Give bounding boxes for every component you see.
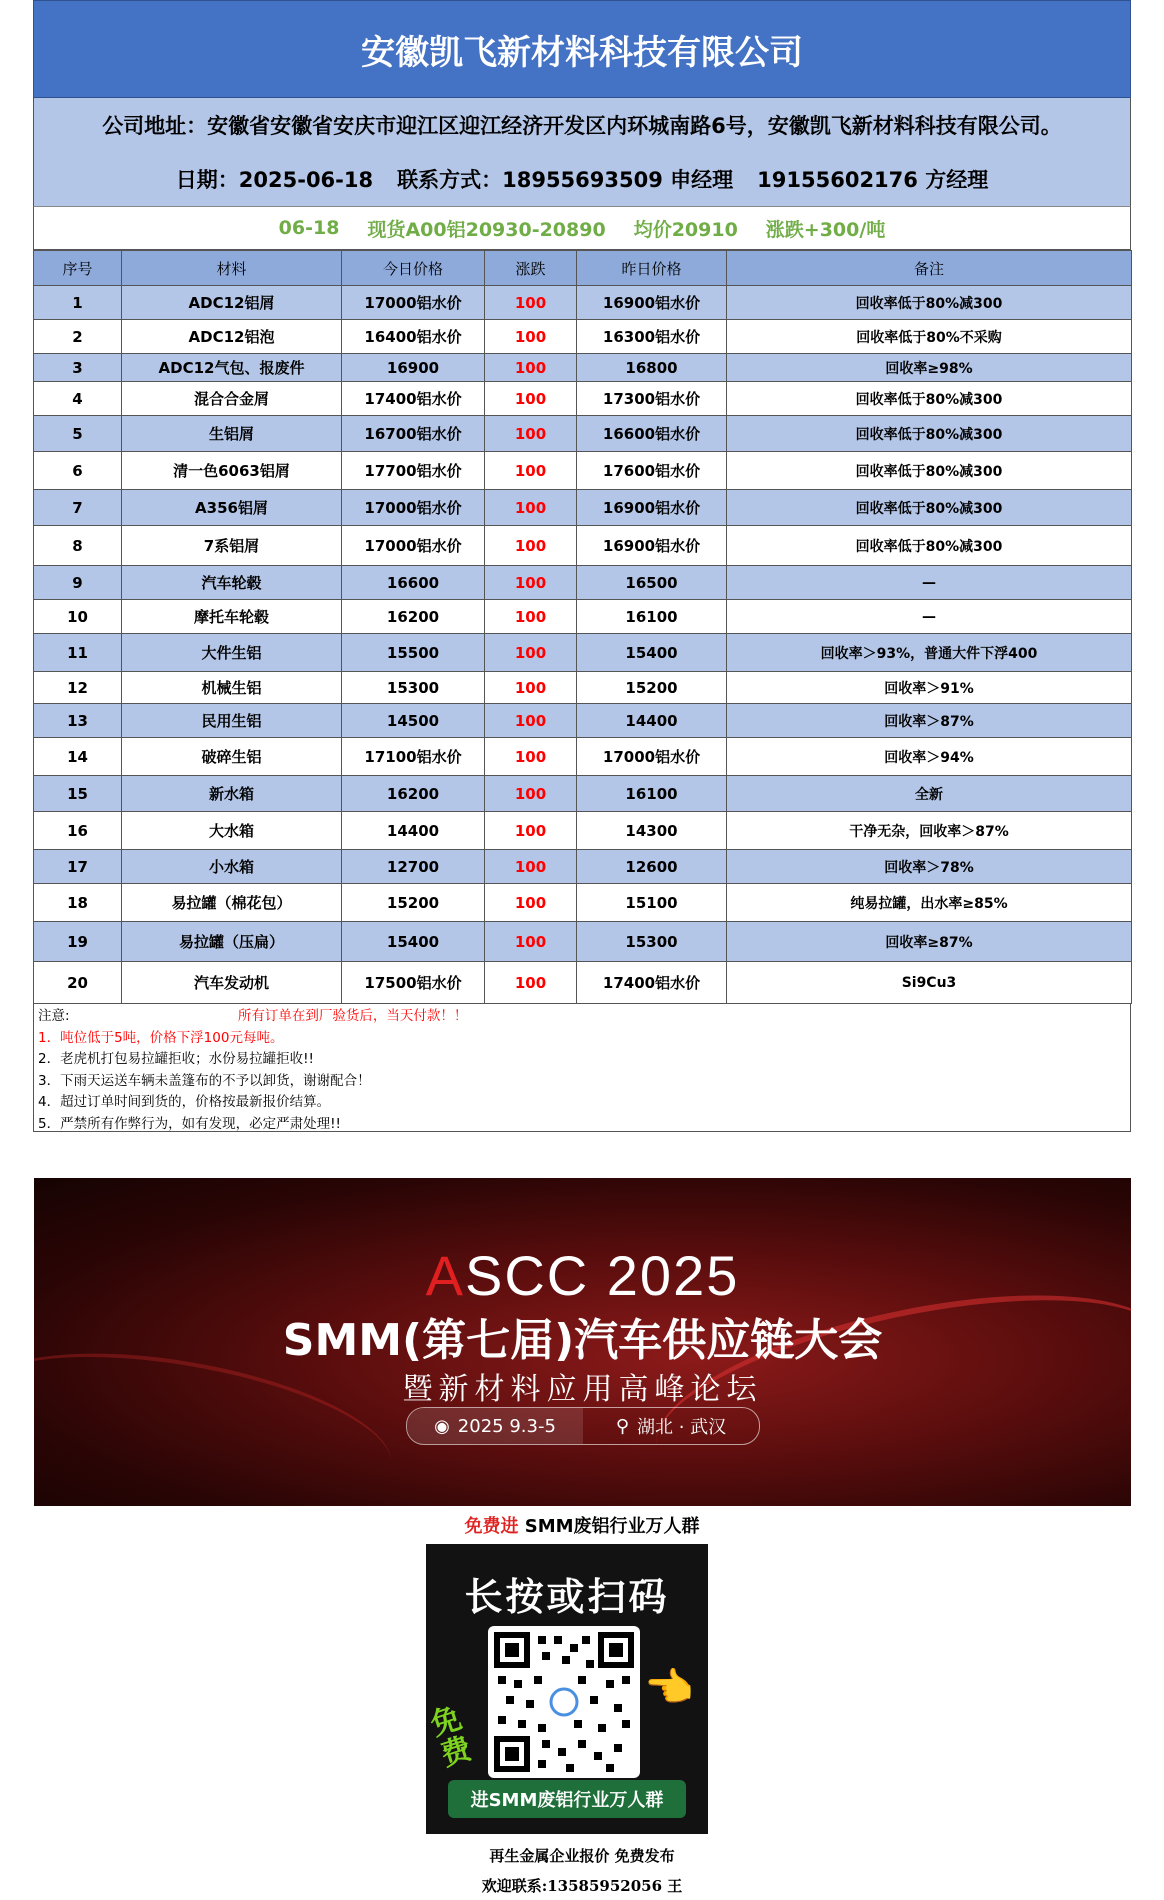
cell-material: 民用生铝 bbox=[122, 704, 342, 738]
table-row bbox=[34, 526, 1132, 566]
cell-today-price: 15400 bbox=[342, 922, 485, 962]
join-group-text bbox=[0, 1512, 1164, 1538]
cell-change: 100 bbox=[485, 738, 577, 776]
table-row bbox=[34, 382, 1132, 416]
market-average: 均价20910 bbox=[633, 218, 738, 241]
address-text: 公司地址：安徽省安徽省安庆市迎江区迎江经济开发区内环城南路6号，安徽凯飞新材料科技有限公司。 bbox=[102, 114, 1062, 138]
note-item: 3．下雨天运送车辆未盖篷布的不予以卸货，谢谢配合！ bbox=[38, 1072, 371, 1089]
cell-no: 12 bbox=[34, 672, 122, 704]
header-yesterday-price: 昨日价格 bbox=[577, 251, 727, 286]
contact-text-2: 19155602176 方经理 bbox=[757, 168, 989, 192]
cell-no: 5 bbox=[34, 416, 122, 452]
cell-change: 100 bbox=[485, 566, 577, 600]
cell-material: 汽车发动机 bbox=[122, 962, 342, 1004]
qr-title: 长按或扫码 bbox=[464, 1575, 670, 1619]
cell-material: ADC12铝泡 bbox=[122, 320, 342, 354]
cell-change: 100 bbox=[485, 490, 577, 526]
cell-today-price: 14500 bbox=[342, 704, 485, 738]
header-remark: 备注 bbox=[727, 251, 1132, 286]
table-row bbox=[34, 354, 1132, 382]
cell-today-price: 16700铝水价 bbox=[342, 416, 485, 452]
cell-yesterday-price: 16800 bbox=[577, 354, 727, 382]
header-change: 涨跌 bbox=[485, 251, 577, 286]
cell-material: 大水箱 bbox=[122, 812, 342, 850]
cell-remark: 纯易拉罐，出水率≥85% bbox=[727, 884, 1132, 922]
cell-no: 16 bbox=[34, 812, 122, 850]
cell-remark: 回收率低于80%不采购 bbox=[727, 320, 1132, 354]
cell-material: 小水箱 bbox=[122, 850, 342, 884]
cell-material: 7系铝屑 bbox=[122, 526, 342, 566]
note-item: 1．吨位低于5吨，价格下浮100元每吨。 bbox=[38, 1029, 284, 1046]
header-material: 材料 bbox=[122, 251, 342, 286]
table-row bbox=[34, 850, 1132, 884]
cell-today-price: 17000铝水价 bbox=[342, 526, 485, 566]
cell-no: 3 bbox=[34, 354, 122, 382]
cell-material: 易拉罐（压扁） bbox=[122, 922, 342, 962]
cell-change: 100 bbox=[485, 600, 577, 634]
price-sheet bbox=[33, 0, 1131, 1132]
cell-remark: 回收率≥87% bbox=[727, 922, 1132, 962]
cell-material: ADC12气包、报废件 bbox=[122, 354, 342, 382]
cell-no: 11 bbox=[34, 634, 122, 672]
join-group-name: SMM废铝行业万人群 bbox=[518, 1516, 700, 1537]
cell-today-price: 17400铝水价 bbox=[342, 382, 485, 416]
table-row bbox=[34, 922, 1132, 962]
cell-material: A356铝屑 bbox=[122, 490, 342, 526]
note-item: 4．超过订单时间到货的，价格按最新报价结算。 bbox=[38, 1094, 331, 1110]
cell-yesterday-price: 17400铝水价 bbox=[577, 962, 727, 1004]
cell-change: 100 bbox=[485, 416, 577, 452]
cell-material: 清一色6063铝屑 bbox=[122, 452, 342, 490]
cell-change: 100 bbox=[485, 704, 577, 738]
cell-no: 6 bbox=[34, 452, 122, 490]
cell-yesterday-price: 15100 bbox=[577, 884, 727, 922]
table-row bbox=[34, 416, 1132, 452]
cell-change: 100 bbox=[485, 776, 577, 812]
banner-date-location bbox=[406, 1407, 760, 1445]
table-row bbox=[34, 566, 1132, 600]
cell-today-price: 16200 bbox=[342, 600, 485, 634]
footer-line-1: 再生金属企业报价 免费发布 bbox=[489, 1847, 675, 1865]
cell-remark: 回收率＞93%，普通大件下浮400 bbox=[727, 634, 1132, 672]
cell-no: 15 bbox=[34, 776, 122, 812]
cell-material: 混合合金屑 bbox=[122, 382, 342, 416]
cell-yesterday-price: 16600铝水价 bbox=[577, 416, 727, 452]
cell-remark: 回收率＞94% bbox=[727, 738, 1132, 776]
date-text: 日期：2025-06-18 bbox=[175, 168, 374, 192]
cell-remark: 全新 bbox=[727, 776, 1132, 812]
cell-yesterday-price: 12600 bbox=[577, 850, 727, 884]
cell-today-price: 12700 bbox=[342, 850, 485, 884]
cell-remark: 回收率低于80%减300 bbox=[727, 490, 1132, 526]
banner-date-text: 2025 9.3-5 bbox=[457, 1415, 556, 1437]
cell-no: 7 bbox=[34, 490, 122, 526]
cell-yesterday-price: 16100 bbox=[577, 776, 727, 812]
cell-change: 100 bbox=[485, 526, 577, 566]
price-table bbox=[33, 250, 1132, 1004]
qr-code[interactable] bbox=[488, 1626, 640, 1778]
table-row bbox=[34, 634, 1132, 672]
cell-material: 易拉罐（棉花包） bbox=[122, 884, 342, 922]
cell-material: 摩托车轮毂 bbox=[122, 600, 342, 634]
cell-yesterday-price: 16900铝水价 bbox=[577, 490, 727, 526]
banner-location bbox=[583, 1413, 759, 1439]
cell-remark: 回收率＞91% bbox=[727, 672, 1132, 704]
cell-today-price: 16400铝水价 bbox=[342, 320, 485, 354]
notes-header bbox=[38, 1006, 1126, 1028]
cell-no: 20 bbox=[34, 962, 122, 1004]
banner-logo bbox=[34, 1243, 1131, 1308]
cell-today-price: 15300 bbox=[342, 672, 485, 704]
cell-material: 破碎生铝 bbox=[122, 738, 342, 776]
address-row bbox=[34, 98, 1130, 152]
banner-date bbox=[407, 1408, 583, 1444]
qr-card[interactable] bbox=[426, 1544, 708, 1834]
cell-change: 100 bbox=[485, 452, 577, 490]
cell-remark: 回收率低于80%减300 bbox=[727, 526, 1132, 566]
cell-change: 100 bbox=[485, 286, 577, 320]
cell-yesterday-price: 17300铝水价 bbox=[577, 382, 727, 416]
cell-remark: 回收率低于80%减300 bbox=[727, 416, 1132, 452]
cell-yesterday-price: 16900铝水价 bbox=[577, 286, 727, 320]
cell-today-price: 14400 bbox=[342, 812, 485, 850]
cell-remark: 回收率低于80%减300 bbox=[727, 286, 1132, 320]
notes-section bbox=[33, 1004, 1131, 1132]
table-row bbox=[34, 704, 1132, 738]
cell-remark: Si9Cu3 bbox=[727, 962, 1132, 1004]
logo-rest: SCC 2025 bbox=[464, 1244, 740, 1307]
calendar-icon: ◉ bbox=[434, 1415, 450, 1437]
cell-no: 2 bbox=[34, 320, 122, 354]
cell-change: 100 bbox=[485, 922, 577, 962]
cell-yesterday-price: 17000铝水价 bbox=[577, 738, 727, 776]
cell-yesterday-price: 16900铝水价 bbox=[577, 526, 727, 566]
cell-material: 汽车轮毂 bbox=[122, 566, 342, 600]
cell-change: 100 bbox=[485, 962, 577, 1004]
cell-yesterday-price: 14300 bbox=[577, 812, 727, 850]
table-row bbox=[34, 600, 1132, 634]
table-row bbox=[34, 672, 1132, 704]
contact-text: 联系方式：18955693509 申经理 bbox=[397, 168, 734, 192]
cell-change: 100 bbox=[485, 634, 577, 672]
cell-change: 100 bbox=[485, 850, 577, 884]
cell-no: 9 bbox=[34, 566, 122, 600]
cell-no: 14 bbox=[34, 738, 122, 776]
table-row bbox=[34, 452, 1132, 490]
cell-yesterday-price: 15300 bbox=[577, 922, 727, 962]
qr-free-badge: 免费 bbox=[426, 1700, 476, 1774]
table-row bbox=[34, 962, 1132, 1004]
cell-no: 1 bbox=[34, 286, 122, 320]
cell-today-price: 16900 bbox=[342, 354, 485, 382]
cell-no: 17 bbox=[34, 850, 122, 884]
cell-yesterday-price: 17600铝水价 bbox=[577, 452, 727, 490]
pointing-hand-icon: 👈 bbox=[644, 1665, 694, 1711]
cell-material: 生铝屑 bbox=[122, 416, 342, 452]
cell-today-price: 15200 bbox=[342, 884, 485, 922]
cell-no: 8 bbox=[34, 526, 122, 566]
cell-yesterday-price: 16500 bbox=[577, 566, 727, 600]
cell-today-price: 16600 bbox=[342, 566, 485, 600]
header-today-price: 今日价格 bbox=[342, 251, 485, 286]
cell-material: 机械生铝 bbox=[122, 672, 342, 704]
cell-today-price: 17000铝水价 bbox=[342, 286, 485, 320]
cell-remark: 回收率≥98% bbox=[727, 354, 1132, 382]
cell-remark: 回收率＞87% bbox=[727, 704, 1132, 738]
cell-material: 新水箱 bbox=[122, 776, 342, 812]
market-date: 06-18 bbox=[278, 217, 340, 239]
cell-today-price: 17700铝水价 bbox=[342, 452, 485, 490]
table-row bbox=[34, 490, 1132, 526]
location-pin-icon: ⚲ bbox=[615, 1415, 629, 1437]
logo-a: A bbox=[425, 1244, 465, 1307]
banner-location-text: 湖北 · 武汉 bbox=[637, 1417, 727, 1438]
cell-remark: 回收率低于80%减300 bbox=[727, 452, 1132, 490]
banner-title: SMM(第七届)汽车供应链大会 bbox=[282, 1315, 883, 1366]
market-spot-price: 现货A00铝20930-20890 bbox=[367, 218, 606, 241]
cell-yesterday-price: 15400 bbox=[577, 634, 727, 672]
cell-yesterday-price: 16100 bbox=[577, 600, 727, 634]
cell-material: ADC12铝屑 bbox=[122, 286, 342, 320]
join-group-button[interactable]: 进SMM废铝行业万人群 bbox=[448, 1780, 686, 1818]
date-contact-row bbox=[34, 152, 1130, 206]
table-row bbox=[34, 738, 1132, 776]
table-row bbox=[34, 884, 1132, 922]
cell-remark: 回收率低于80%减300 bbox=[727, 382, 1132, 416]
cell-change: 100 bbox=[485, 884, 577, 922]
cell-today-price: 17500铝水价 bbox=[342, 962, 485, 1004]
notes-label: 注意: bbox=[38, 1008, 70, 1024]
note-item: 2．老虎机打包易拉罐拒收；水份易拉罐拒收!! bbox=[38, 1051, 314, 1067]
table-row bbox=[34, 776, 1132, 812]
cell-yesterday-price: 14400 bbox=[577, 704, 727, 738]
note-item: 5．严禁所有作弊行为，如有发现，必定严肃处理!! bbox=[38, 1115, 341, 1132]
cell-yesterday-price: 15200 bbox=[577, 672, 727, 704]
notes-headline: 所有订单在到厂验货后，当天付款！！ bbox=[237, 1008, 468, 1024]
banner-subtitle: 暨新材料应用高峰论坛 bbox=[402, 1372, 763, 1407]
cell-today-price: 17000铝水价 bbox=[342, 490, 485, 526]
qr-code-icon bbox=[494, 1632, 634, 1772]
cell-change: 100 bbox=[485, 354, 577, 382]
conference-banner[interactable] bbox=[34, 1178, 1131, 1506]
cell-remark: — bbox=[727, 566, 1132, 600]
cell-no: 10 bbox=[34, 600, 122, 634]
cell-no: 19 bbox=[34, 922, 122, 962]
company-info bbox=[33, 98, 1131, 206]
cell-no: 13 bbox=[34, 704, 122, 738]
cell-no: 18 bbox=[34, 884, 122, 922]
table-row bbox=[34, 812, 1132, 850]
footer-line-2: 欢迎联系:13585952056 王 bbox=[481, 1877, 683, 1895]
table-row bbox=[34, 286, 1132, 320]
cell-today-price: 16200 bbox=[342, 776, 485, 812]
cell-today-price: 15500 bbox=[342, 634, 485, 672]
cell-change: 100 bbox=[485, 320, 577, 354]
cell-yesterday-price: 16300铝水价 bbox=[577, 320, 727, 354]
market-change: 涨跌+300/吨 bbox=[765, 218, 886, 241]
cell-change: 100 bbox=[485, 812, 577, 850]
table-row bbox=[34, 320, 1132, 354]
cell-material: 大件生铝 bbox=[122, 634, 342, 672]
cell-change: 100 bbox=[485, 382, 577, 416]
market-price-line bbox=[33, 206, 1131, 250]
cell-remark: — bbox=[727, 600, 1132, 634]
cell-remark: 干净无杂，回收率＞87% bbox=[727, 812, 1132, 850]
cell-change: 100 bbox=[485, 672, 577, 704]
cell-no: 4 bbox=[34, 382, 122, 416]
table-header-row bbox=[34, 251, 1132, 286]
cell-today-price: 17100铝水价 bbox=[342, 738, 485, 776]
header-no: 序号 bbox=[34, 251, 122, 286]
cell-remark: 回收率＞78% bbox=[727, 850, 1132, 884]
join-free-text: 免费进 bbox=[464, 1516, 519, 1537]
company-title: 安徽凯飞新材料科技有限公司 bbox=[33, 0, 1131, 98]
